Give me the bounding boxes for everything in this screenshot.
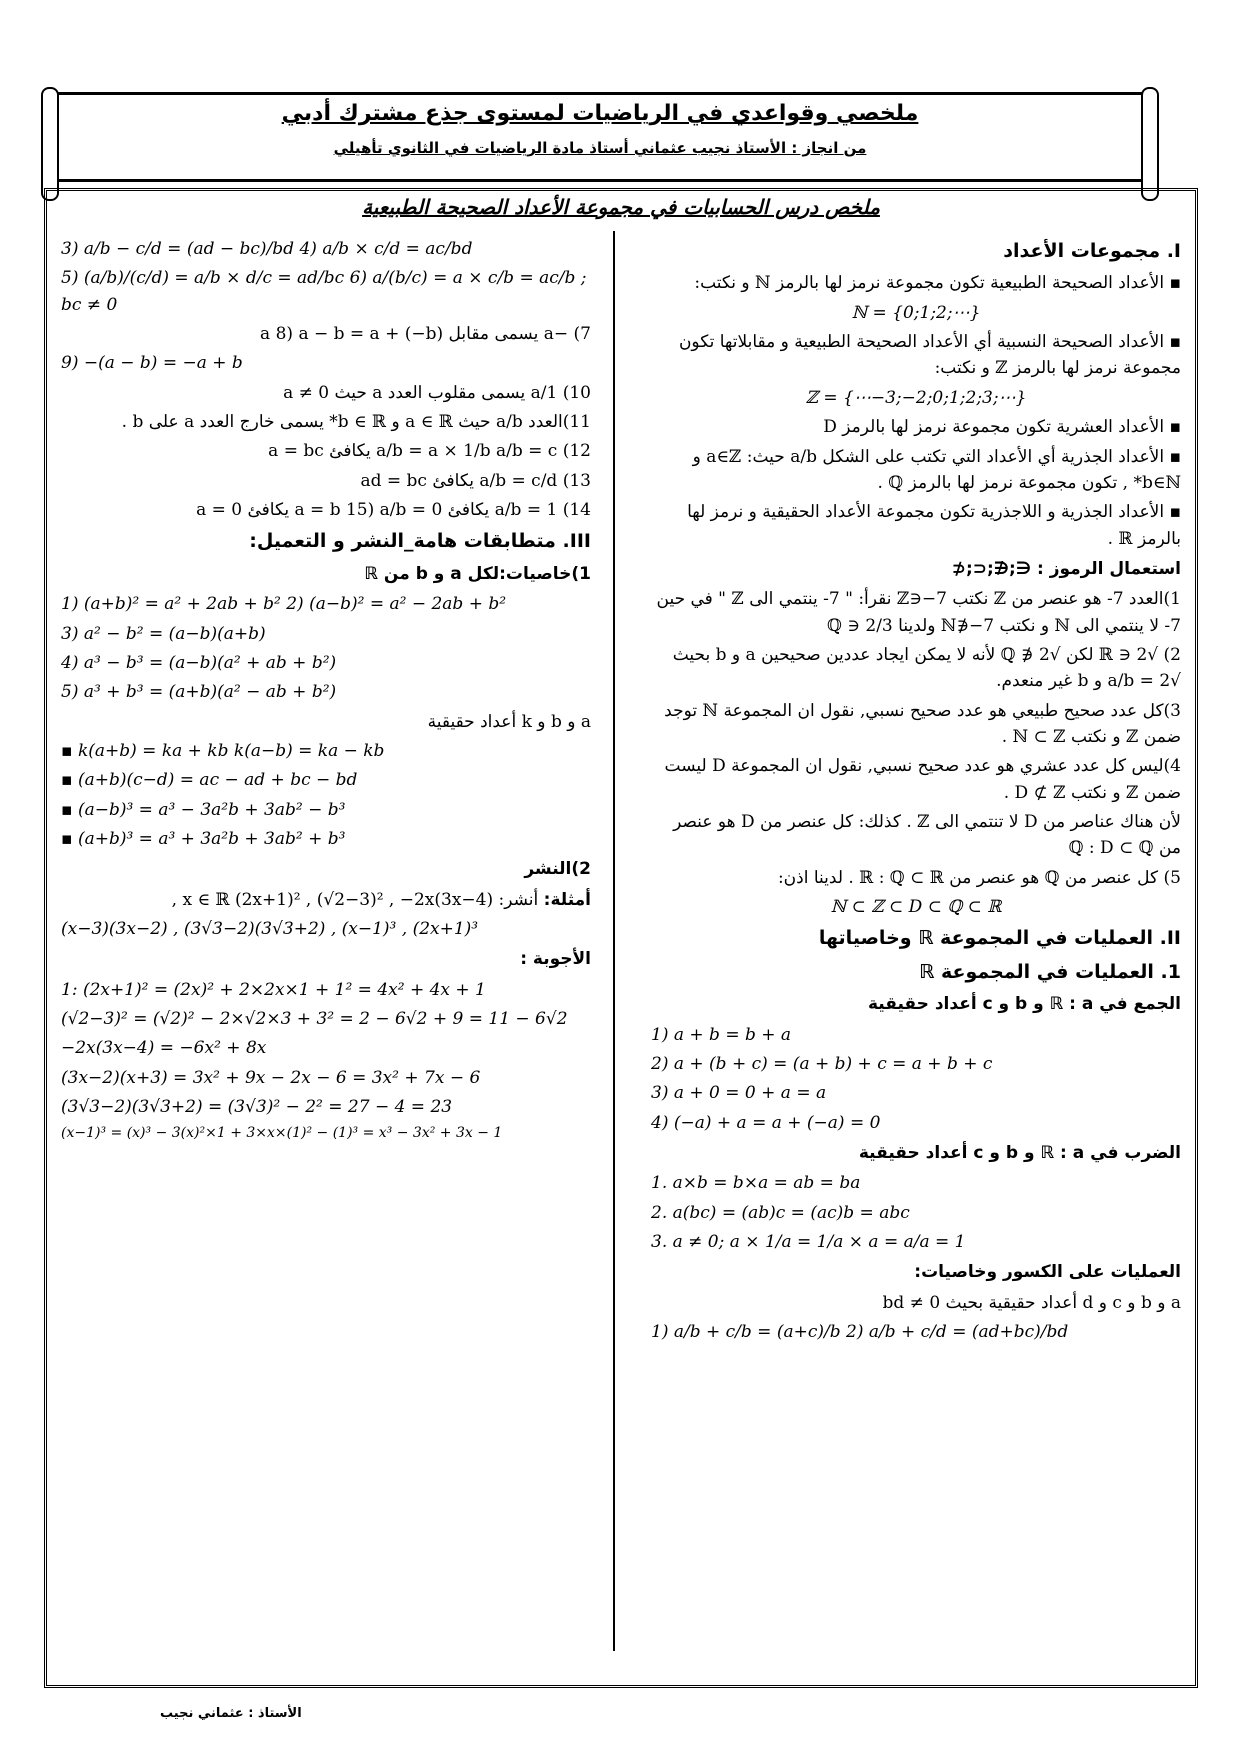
formula: 3) a² − b² = (a−b)(a+b) — [61, 623, 266, 644]
bullet-text: ▪ الأعداد الصحيحة الطبيعية تكون مجموعة نرمز لها بالرمز ℕ و نكتب: — [651, 270, 1181, 296]
formula: ▪ (a+b)³ = a³ + 3a²b + 3ab² + b³ — [61, 826, 591, 852]
formula: 14) a/b = 1 يكافئ a = b 15) a/b = 0 يكافئ a = 0 — [196, 500, 591, 521]
content-frame — [44, 188, 1198, 1688]
properties-heading: 1)خاصيات:لكل a و b من ℝ — [364, 563, 591, 584]
footer-author: الأستاذ : عثماني نجيب — [160, 1706, 302, 1721]
bullet-text: ▪ الأعداد الصحيحة النسبية أي الأعداد الصحيحة الطبيعية و مقابلاتها تكون مجموعة نرمز لها بالرمز ℤ و نكتب: — [651, 329, 1181, 382]
header-scroll — [50, 92, 1150, 182]
multiplication-heading: الضرب في ℝ : a و b و c أعداد حقيقية — [858, 1142, 1181, 1163]
subsection-heading: 1. العمليات في المجموعة ℝ — [919, 960, 1181, 983]
bullet-text: ▪ الأعداد الجذرية أي الأعداد التي تكتب على الشكل a/b حيث: a∈ℤ و b∈ℕ* , تكون مجموعة نرمز لها بالرمز ℚ . — [651, 444, 1181, 497]
formula: ℕ = {0;1;2;⋯} — [851, 302, 981, 323]
paragraph: a و b و c و d أعداد حقيقية بحيث bd ≠ 0 — [882, 1292, 1181, 1313]
formula: (x−3)(3x−2) , (3√3−2)(3√3+2) , (x−1)³ , (2x+1)³ — [61, 919, 479, 939]
formula: (x−1)³ = (x)³ − 3(x)²×1 + 3×x×(1)² − (1)³ = x³ − 3x² + 3x − 1 — [61, 1125, 503, 1142]
formula: 4) (−a) + a = a + (−a) = 0 — [651, 1112, 881, 1133]
expansion-heading: 2)النشر — [524, 859, 591, 880]
paragraph: 2) √2 ∈ ℝ لكن √2 ∉ ℚ لأنه لا يمكن ايجاد عددين صحيحين a و b بحيث √2 = a/b و b غير منعدم. — [672, 644, 1181, 692]
formula: 1: (2x+1)² = (2x)² + 2×2x×1 + 1² = 4x² + 4x + 1 — [61, 979, 486, 1000]
formula: −2x(3x−4) = −6x² + 8x — [61, 1038, 267, 1059]
formula: 1) (a+b)² = a² + 2ab + b² 2) (a−b)² = a² − 2ab + b² — [61, 594, 507, 615]
formula: 11)العدد a/b حيث a ∈ ℝ و b ∈ ℝ* يسمى خارج العدد a على b . — [121, 412, 591, 433]
author-line: من انجاز : الأستاذ نجيب عثماني أستاذ مادة الرياضيات في الثانوي تأهيلي — [333, 139, 867, 157]
column-divider — [613, 231, 615, 1651]
formula: 1) a/b + c/b = (a+c)/b 2) a/b + c/d = (ad+bc)/bd — [651, 1322, 1069, 1342]
formula: 1) a + b = b + a — [651, 1024, 792, 1045]
answers-label: الأجوبة : — [520, 949, 591, 970]
formula: ℕ ⊂ ℤ ⊂ D ⊂ ℚ ⊂ ℝ — [830, 897, 1002, 917]
formula: (√2−3)² = (√2)² − 2×√2×3 + 3² = 2 − 6√2 + 9 = 11 − 6√2 — [61, 1009, 568, 1030]
page-title: ملخصي وقواعدي في الرياضيات لمستوى جذع مشترك أدبي — [281, 101, 919, 126]
formula: 5) (a/b)/(c/d) = a/b × d/c = ad/bc 6) a/(b/c) = a × c/b = ac/b ; bc ≠ 0 — [61, 268, 587, 315]
lesson-title: ملخص درس الحسابيات في مجموعة الأعداد الصحيحة الطبيعية — [362, 195, 880, 219]
formula: 4) a³ − b³ = (a−b)(a² + ab + b²) — [61, 652, 337, 673]
paragraph: 3)كل عدد صحيح طبيعي هو عدد صحيح نسبي, نقول ان المجموعة ℕ توجد ضمن ℤ و نكتب ℕ ⊂ ℤ . — [664, 700, 1181, 747]
fractions-heading: العمليات على الكسور وخاصيات: — [914, 1262, 1181, 1283]
paragraph: لأن هناك عناصر من D لا تنتمي الى ℤ . كذلك: كل عنصر من D هو عنصر من ℚ : D ⊂ ℚ — [673, 811, 1181, 859]
formula: 3. a ≠ 0; a × 1/a = 1/a × a = a/a = 1 — [651, 1231, 966, 1252]
formula: 12) a/b = a × 1/b a/b = c يكافئ a = bc — [268, 441, 591, 462]
formula: 2) a + (b + c) = (a + b) + c = a + b + c — [651, 1053, 993, 1074]
paragraph: 4)ليس كل عدد عشري هو عدد صحيح نسبي, نقول ان المجموعة D ليست ضمن ℤ و نكتب D ⊄ ℤ . — [664, 756, 1181, 803]
formula: 13) a/b = c/d يكافئ ad = bc — [360, 470, 591, 491]
paragraph: 5) كل عنصر من ℚ هو عنصر من ℝ : ℚ ⊂ ℝ . لدينا اذن: — [777, 867, 1181, 888]
bullet-text: ▪ الأعداد الجذرية و اللاجذرية تكون مجموعة الأعداد الحقيقية و نرمز لها بالرمز ℝ . — [651, 499, 1181, 552]
formula: (3x−2)(x+3) = 3x² + 9x − 2x − 6 = 3x² + 7x − 6 — [61, 1067, 481, 1088]
paragraph: a و b و k أعداد حقيقية — [427, 711, 591, 732]
formula: 5) a³ + b³ = (a+b)(a² − ab + b²) — [61, 682, 337, 703]
formula: 10) 1/a يسمى مقلوب العدد a حيث a ≠ 0 — [283, 382, 591, 403]
formula: 3) a/b − c/d = (ad − bc)/bd 4) a/b × c/d = ac/bd — [61, 239, 473, 259]
formula: 3) a + 0 = 0 + a = a — [651, 1083, 827, 1104]
formula: ℤ = {⋯−3;−2;0;1;2;3;⋯} — [805, 387, 1027, 408]
formula: 7) −a يسمى مقابل a 8) a − b = a + (−b) — [260, 324, 591, 345]
right-column — [651, 233, 1181, 1348]
symbols-heading: استعمال الرموز : ∈;∉;⊂;⊄ — [951, 558, 1181, 579]
section-heading: II. العمليات في المجموعة ℝ وخاصياتها — [818, 927, 1181, 950]
examples-label: أمثلة: — [543, 889, 591, 910]
formula: (3√3−2)(3√3+2) = (3√3)² − 2² = 27 − 4 = 23 — [61, 1097, 453, 1118]
section-heading: I. مجموعات الأعداد — [1003, 240, 1181, 262]
examples-text: أنشر: x ∈ ℝ (2x+1)² , (√2−3)² , −2x(3x−4) , — [171, 889, 539, 910]
formula: 1. a×b = b×a = ab = ba — [651, 1173, 861, 1194]
formula: ▪ (a−b)³ = a³ − 3a²b + 3ab² − b³ — [61, 797, 591, 823]
bullet-text: ▪ الأعداد العشرية تكون مجموعة نرمز لها بالرمز D — [651, 414, 1181, 440]
formula: 2. a(bc) = (ab)c = (ac)b = abc — [651, 1202, 910, 1223]
section-heading: III. متطابقات هامة_النشر و التعميل: — [249, 530, 591, 553]
formula: ▪ k(a+b) = ka + kb k(a−b) = ka − kb — [61, 738, 591, 764]
formula: 9) −(a − b) = −a + b — [61, 353, 243, 374]
left-column — [61, 233, 591, 1148]
addition-heading: الجمع في ℝ : a و b و c أعداد حقيقية — [868, 994, 1181, 1015]
paragraph: 1)العدد 7- هو عنصر من ℤ نكتب 7−∈ℤ نقرأ: " 7- ينتمي الى ℤ " في حين 7- لا ينتمي الى ℕ و نكتب 7−∉ℕ ولدينا 2/3 ∈ ℚ — [656, 589, 1181, 636]
formula: ▪ (a+b)(c−d) = ac − ad + bc − bd — [61, 767, 591, 793]
